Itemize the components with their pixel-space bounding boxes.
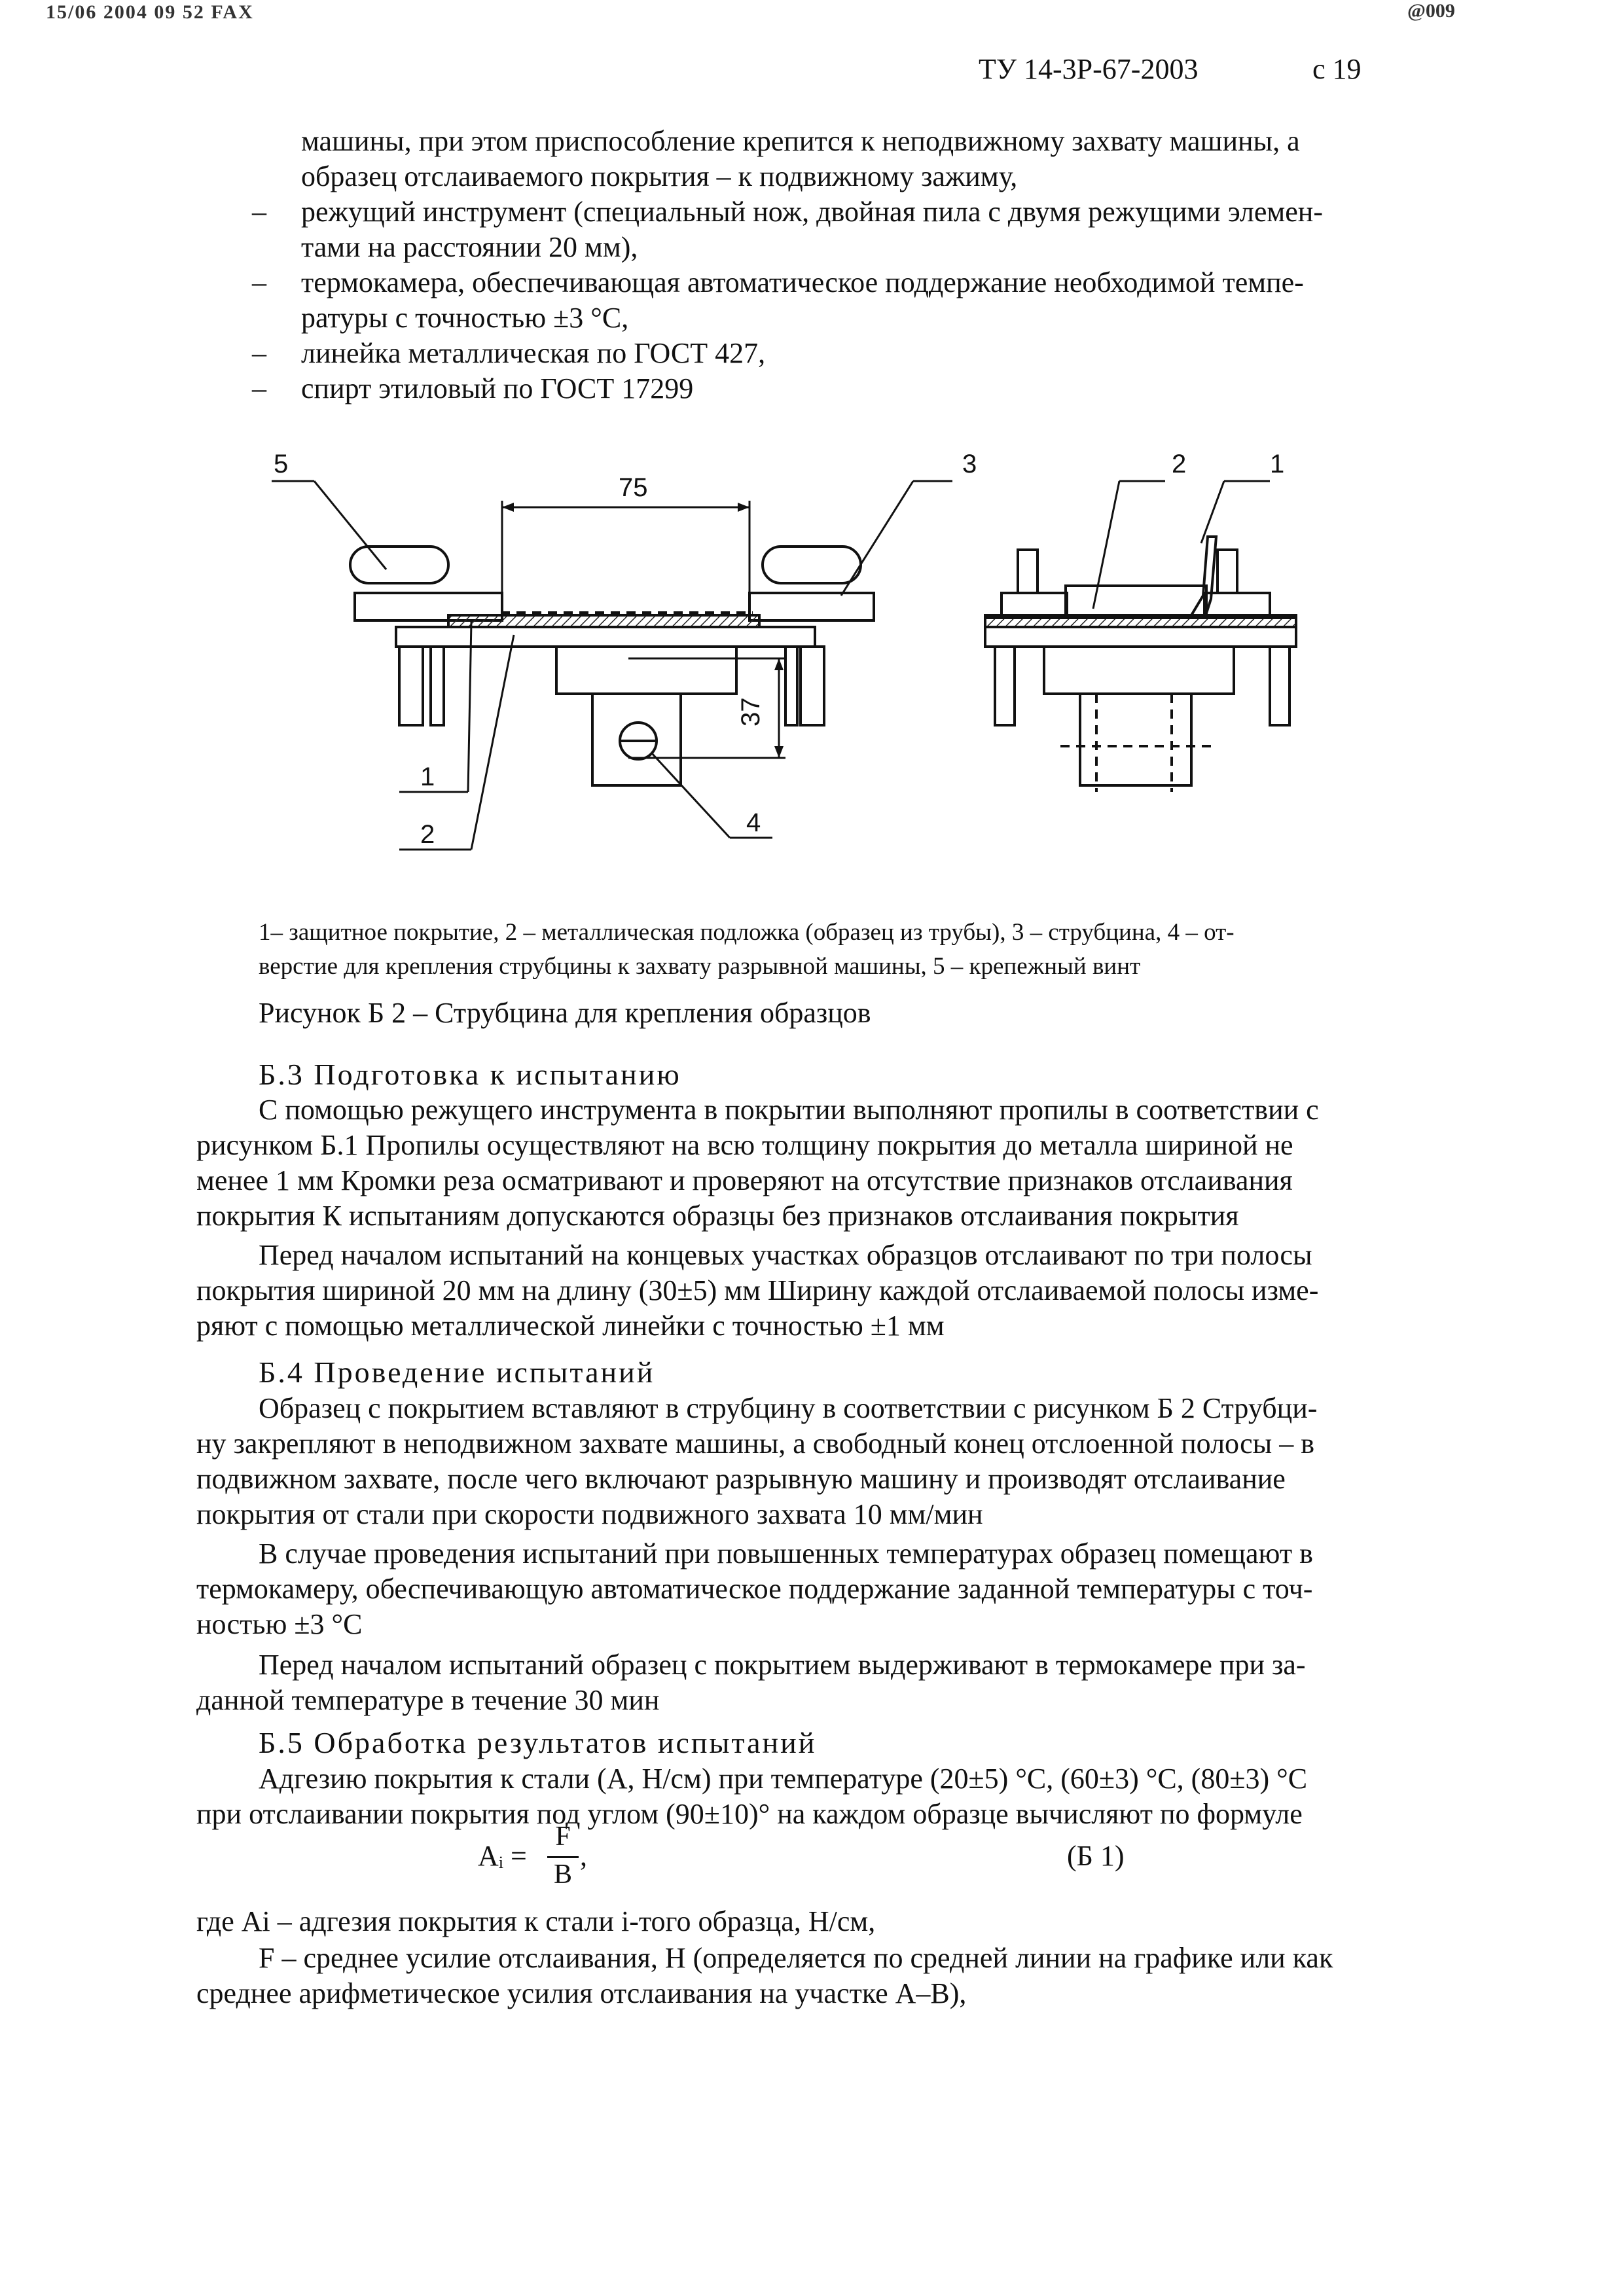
dimension-height-label: 37 (736, 697, 765, 726)
dimension-width-label: 75 (619, 473, 648, 502)
wing-nut-right (763, 547, 861, 583)
paragraph-line: покрытия шириной 20 мм на длину (30±5) мм Ширину каждой отслаиваемой полосы изме- (196, 1274, 1319, 1306)
list-marker: – (252, 266, 266, 298)
paragraph-line: где Аі – адгезия покрытия к стали і-того образца, Н/см, (196, 1905, 876, 1937)
fax-header-right: @009 (1407, 0, 1455, 22)
paragraph-line: ряют с помощью металлической линейки с точностью ±1 мм (196, 1310, 945, 1342)
paragraph-line: покрытия от стали при скорости подвижного захвата 10 мм/мин (196, 1498, 983, 1530)
figure-caption: Рисунок Б 2 – Струбцина для крепления образцов (259, 997, 871, 1029)
paragraph-line: термокамеру, обеспечивающую автоматическое поддержание заданной температуры с точ- (196, 1573, 1313, 1605)
clamp-figure (249, 439, 1335, 884)
paragraph-line: менее 1 мм Кромки реза осматривают и проверяют на отсутствие признаков отслаивания (196, 1164, 1293, 1196)
paragraph-line: среднее арифметическое усилия отслаивания на участке А–В), (196, 1977, 967, 2009)
paragraph-line: ностью ±3 °С (196, 1608, 363, 1640)
fraction-bar (547, 1856, 579, 1858)
paragraph-line: рисунком Б.1 Пропилы осуществляют на всю толщину покрытия до металла шириной не (196, 1129, 1293, 1161)
list-item: тами на расстоянии 20 мм), (301, 231, 638, 263)
paragraph-line: Перед началом испытаний на концевых участках образцов отслаивают по три полосы (259, 1239, 1312, 1271)
figure-legend-line-2: верстие для крепления струбцины к захвату разрывной машины, 5 – крепежный винт (259, 953, 1141, 980)
fax-header-left: 15/06 2004 09 52 FAX (46, 1, 254, 23)
wing-nut-left (350, 547, 448, 583)
clamp-body (556, 647, 736, 694)
section-heading: Б.5 Обработка результатов испытаний (259, 1726, 817, 1759)
figure-label-3: 3 (962, 450, 977, 478)
figure-side-label-2: 2 (1172, 450, 1187, 478)
list-marker: – (252, 372, 266, 404)
document-id: ТУ 14-3Р-67-2003 (979, 53, 1199, 85)
formula-denominator: B (553, 1859, 572, 1890)
paragraph-line: данной температуре в течение 30 мин (196, 1684, 660, 1716)
figure-legend-line-1: 1– защитное покрытие, 2 – металлическая подложка (образец из трубы), 3 – струбцина, 4 – от- (259, 919, 1235, 946)
formula-lhs: Аᵢ = (478, 1840, 527, 1872)
figure-label-2: 2 (420, 820, 435, 849)
figure-label-1: 1 (420, 762, 435, 791)
paragraph-line: покрытия К испытаниям допускаются образцы без признаков отслаивания покрытия (196, 1200, 1239, 1232)
section-heading: Б.3 Подготовка к испытанию (259, 1058, 681, 1091)
paragraph-line: Адгезию покрытия к стали (А, Н/см) при температуре (20±5) °С, (60±3) °С, (80±3) °С (259, 1763, 1308, 1795)
figure-side-label-1: 1 (1270, 450, 1285, 478)
figure-label-4: 4 (746, 808, 761, 837)
list-item: спирт этиловый по ГОСТ 17299 (301, 372, 694, 404)
formula-comma: , (580, 1840, 587, 1872)
figure-label-5: 5 (274, 450, 289, 478)
base-plate (396, 627, 815, 647)
list-marker: – (252, 196, 266, 228)
paragraph-line: ну закрепляют в неподвижном захвате машины, а свободный конец отслоенной полосы – в (196, 1427, 1315, 1460)
list-item: режущий инструмент (специальный нож, двойная пила с двумя режущими элемен- (301, 196, 1323, 228)
section-heading: Б.4 Проведение испытаний (259, 1355, 655, 1389)
list-marker: – (252, 337, 266, 369)
list-item: ратуры с точностью ±3 °С, (301, 302, 629, 334)
paragraph-line: при отслаивании покрытия под углом (90±10)° на каждом образце вычисляют по формуле (196, 1798, 1303, 1830)
list-item: линейка металлическая по ГОСТ 427, (301, 337, 766, 369)
paragraph-line: С помощью режущего инструмента в покрытии выполняют пропилы в соответствии с (259, 1094, 1319, 1126)
coating-layer (448, 615, 759, 627)
clamp-plate-right (749, 593, 874, 620)
intro-line-2: образец отслаиваемого покрытия – к подвижному зажиму, (301, 160, 1018, 192)
paragraph-line: подвижном захвате, после чего включают разрывную машину и производят отслаивание (196, 1463, 1286, 1495)
paragraph-line: Перед началом испытаний образец с покрытием выдерживают в термокамере при за- (259, 1649, 1306, 1681)
paragraph-line: F – среднее усилие отслаивания, Н (определяется по средней линии на графике или как (259, 1942, 1333, 1974)
paragraph-line: В случае проведения испытаний при повышенных температурах образец помещают в (259, 1537, 1313, 1570)
formula-numerator: F (555, 1821, 571, 1852)
page-number: с 19 (1312, 53, 1362, 85)
formula-number: (Б 1) (1067, 1840, 1125, 1872)
intro-line-1: машины, при этом приспособление крепится к неподвижному захвату машины, а (301, 125, 1300, 157)
list-item: термокамера, обеспечивающая автоматическое поддержание необходимой темпе- (301, 266, 1304, 298)
paragraph-line: Образец с покрытием вставляют в струбцину в соответствии с рисунком Б 2 Струбци- (259, 1392, 1318, 1424)
